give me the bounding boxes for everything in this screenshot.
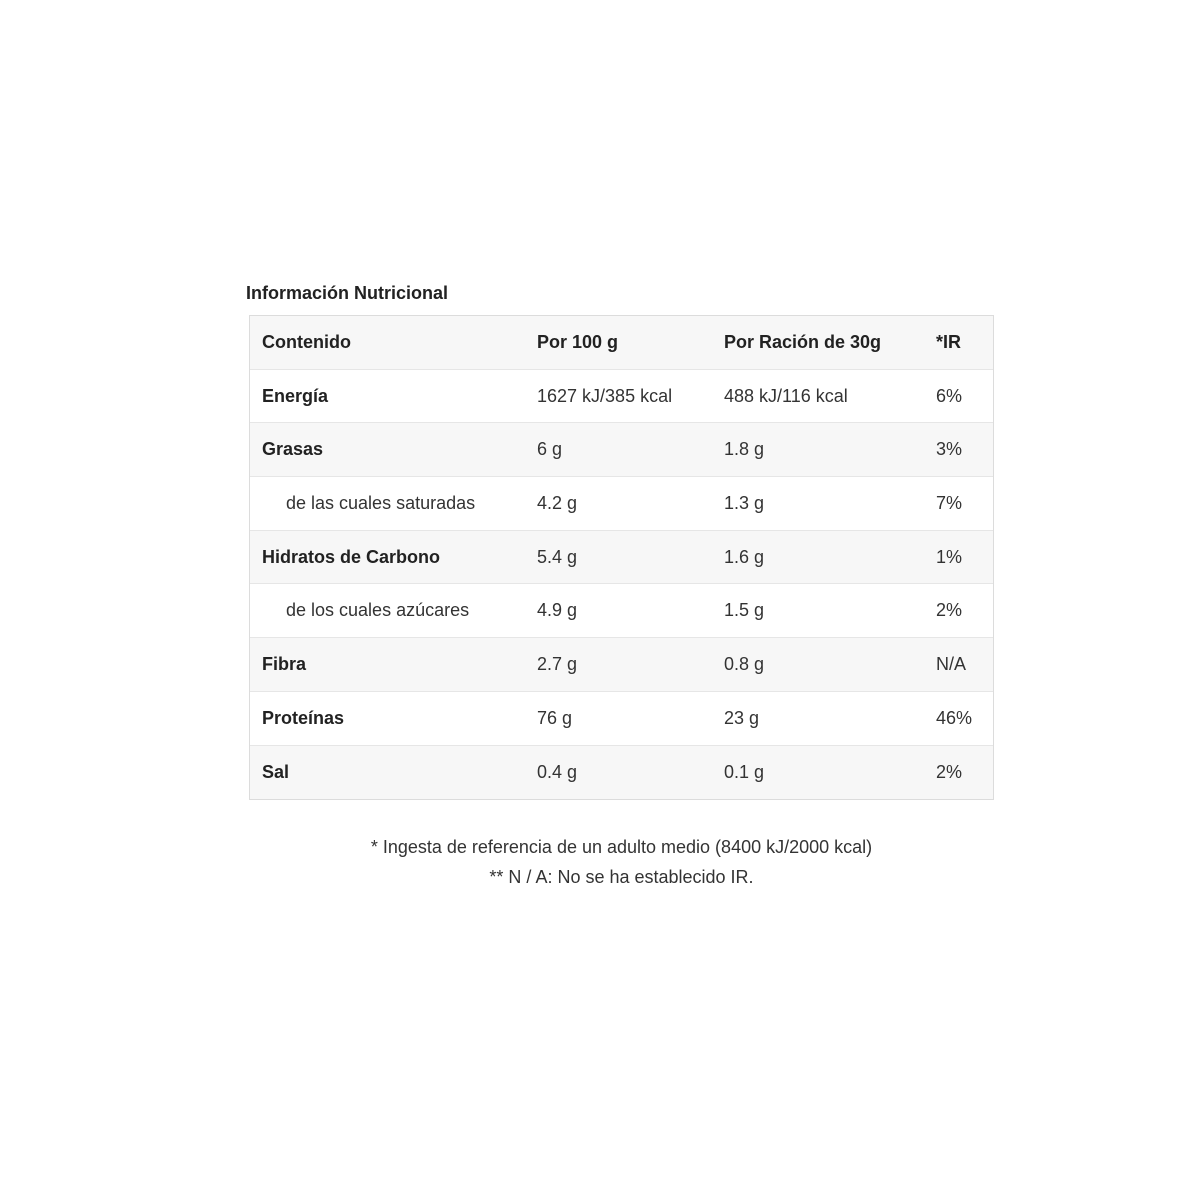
row-label: Energía: [262, 385, 329, 406]
row-per-serving: 0.8 g: [724, 653, 765, 674]
footnote-reference-intake: * Ingesta de referencia de un adulto medio (8400 kJ/2000 kcal): [370, 837, 873, 857]
row-per-100g: 4.2 g: [537, 492, 578, 513]
row-per-100g: 2.7 g: [537, 653, 578, 674]
table-row-grasas: [250, 423, 993, 477]
row-per-100g: 0.4 g: [537, 761, 578, 782]
row-per-serving: 0.1 g: [724, 761, 765, 782]
row-label: Hidratos de Carbono: [262, 546, 441, 567]
row-label: Proteínas: [262, 707, 345, 728]
row-per-serving: 488 kJ/116 kcal: [724, 385, 848, 406]
row-per-100g: 4.9 g: [537, 600, 578, 621]
row-per-serving: 23 g: [724, 707, 760, 728]
row-per-serving: 1.8 g: [724, 439, 765, 460]
row-label: de las cuales saturadas: [286, 492, 476, 513]
row-label: Sal: [262, 761, 290, 782]
header-ir: *IR: [936, 331, 962, 352]
nutrition-table: [249, 315, 994, 800]
row-per-100g: 76 g: [537, 707, 573, 728]
row-ir: 7%: [936, 492, 963, 513]
table-row-sal: [250, 746, 993, 800]
row-label: de los cuales azúcares: [286, 600, 470, 621]
row-ir: 2%: [936, 600, 963, 621]
row-label: Fibra: [262, 653, 307, 674]
header-per-serving: Por Ración de 30g: [724, 331, 882, 352]
row-ir: 3%: [936, 439, 963, 460]
row-ir: 1%: [936, 546, 963, 567]
table-row-azucares: [250, 584, 993, 638]
page-title: Información Nutricional: [246, 283, 449, 303]
row-per-100g: 5.4 g: [537, 546, 578, 567]
header-contenido: Contenido: [262, 331, 351, 352]
row-per-serving: 1.6 g: [724, 546, 765, 567]
row-ir: N/A: [936, 653, 967, 674]
row-ir: 46%: [936, 707, 973, 728]
header-per-100g: Por 100 g: [537, 331, 619, 352]
table-row-proteinas: [250, 692, 993, 746]
table-row-energia: [250, 370, 993, 424]
row-ir: 6%: [936, 385, 963, 406]
footnote-na: ** N / A: No se ha establecido IR.: [489, 867, 754, 887]
footnotes: [249, 832, 994, 892]
table-row-hidratos: [250, 531, 993, 585]
row-label: Grasas: [262, 439, 324, 460]
table-row-saturadas: [250, 477, 993, 531]
row-per-serving: 1.5 g: [724, 600, 765, 621]
row-per-100g: 1627 kJ/385 kcal: [537, 385, 673, 406]
row-ir: 2%: [936, 761, 963, 782]
table-row-fibra: [250, 638, 993, 692]
row-per-100g: 6 g: [537, 439, 563, 460]
row-per-serving: 1.3 g: [724, 492, 765, 513]
table-header-row: [250, 316, 993, 370]
